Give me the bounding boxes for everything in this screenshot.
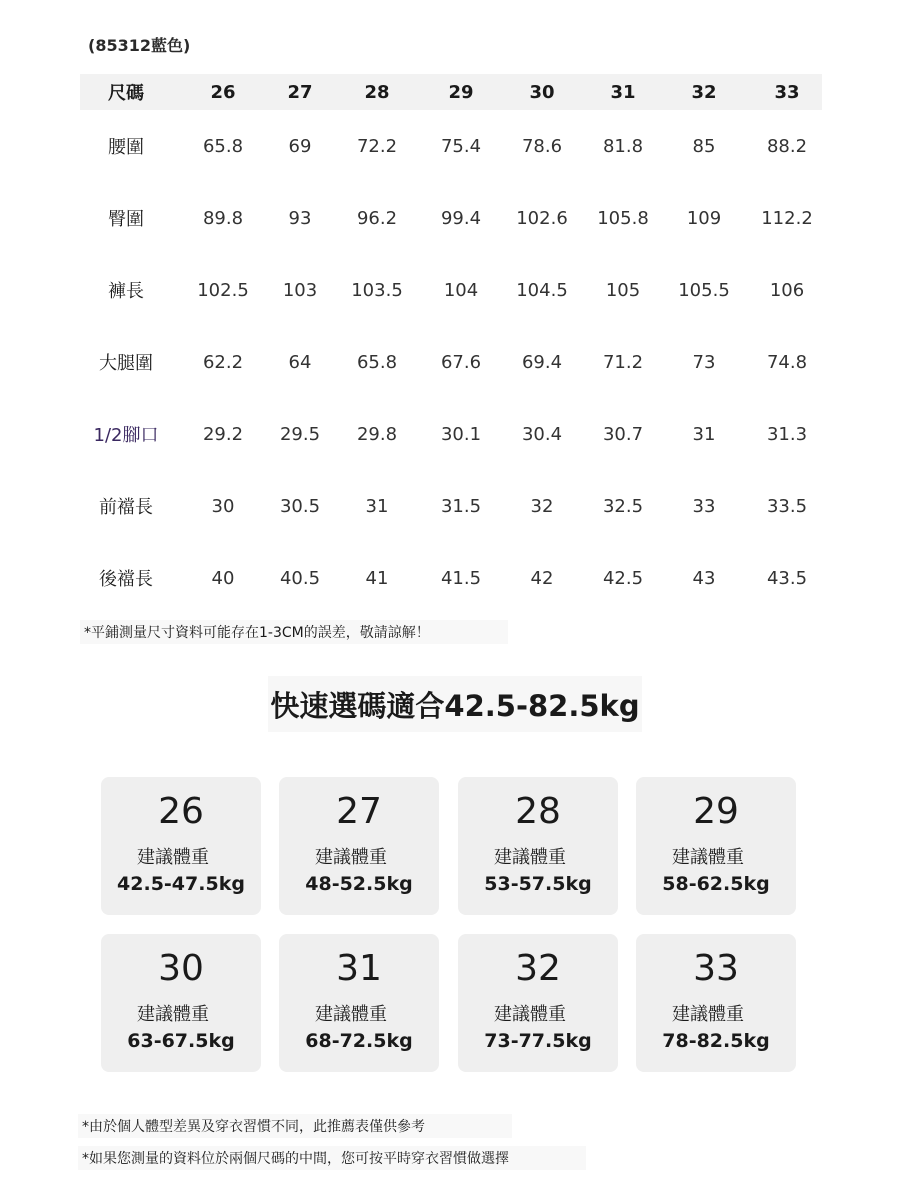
size-card xyxy=(636,777,796,915)
table-cell: 30.1 xyxy=(440,423,482,445)
size-card xyxy=(458,934,618,1072)
header-cell: 33 xyxy=(774,81,800,103)
table-cell: 105 xyxy=(605,279,641,301)
table-row xyxy=(80,398,822,470)
table-cell: 106 xyxy=(769,279,805,301)
table-body xyxy=(80,110,822,614)
table-cell: 30.5 xyxy=(279,495,321,517)
table-cell: 69 xyxy=(288,135,312,157)
table-cell: 32 xyxy=(530,495,554,517)
header-cell: 29 xyxy=(448,81,474,103)
card-weight-range: 63-67.5kg xyxy=(127,1030,235,1052)
card-size-number: 28 xyxy=(515,791,561,832)
header-cell: 28 xyxy=(364,81,390,103)
header-cell: 27 xyxy=(287,81,313,103)
table-cell: 41 xyxy=(365,567,389,589)
table-cell: 31.5 xyxy=(440,495,482,517)
row-label: 褲長 xyxy=(108,281,144,302)
table-cell: 65.8 xyxy=(356,351,398,373)
row-label: 後襠長 xyxy=(99,569,153,590)
header-cell: 尺碼 xyxy=(108,83,144,104)
card-weight-range: 42.5-47.5kg xyxy=(117,873,245,895)
table-cell: 65.8 xyxy=(202,135,244,157)
table-cell: 42 xyxy=(530,567,554,589)
table-cell: 93 xyxy=(288,207,312,229)
card-size-number: 26 xyxy=(158,791,204,832)
table-cell: 96.2 xyxy=(356,207,398,229)
card-weight-label: 建議體重 xyxy=(315,847,387,868)
table-cell: 31.3 xyxy=(766,423,808,445)
card-size-number: 33 xyxy=(693,948,739,989)
card-weight-range: 73-77.5kg xyxy=(484,1030,592,1052)
table-cell: 31 xyxy=(365,495,389,517)
table-cell: 30.7 xyxy=(602,423,644,445)
table-cell: 71.2 xyxy=(602,351,644,373)
card-weight-range: 58-62.5kg xyxy=(662,873,770,895)
table-cell: 67.6 xyxy=(440,351,482,373)
table-cell: 73 xyxy=(692,351,716,373)
card-weight-range: 53-57.5kg xyxy=(484,873,592,895)
size-table xyxy=(80,74,822,614)
table-cell: 30 xyxy=(211,495,235,517)
table-cell: 105.5 xyxy=(678,279,730,301)
table-cell: 74.8 xyxy=(766,351,808,373)
table-cell: 32.5 xyxy=(602,495,644,517)
table-cell: 102.6 xyxy=(516,207,568,229)
table-cell: 29.2 xyxy=(202,423,244,445)
table-cell: 75.4 xyxy=(440,135,482,157)
table-cell: 81.8 xyxy=(602,135,644,157)
table-cell: 88.2 xyxy=(766,135,808,157)
header-cell: 26 xyxy=(210,81,236,103)
model-code: (85312藍色) xyxy=(88,36,191,55)
table-cell: 103.5 xyxy=(351,279,403,301)
table-cell: 99.4 xyxy=(440,207,482,229)
row-label: 腰圍 xyxy=(108,137,144,158)
size-card xyxy=(279,934,439,1072)
table-row xyxy=(80,110,822,182)
table-row xyxy=(80,542,822,614)
card-weight-label: 建議體重 xyxy=(137,847,209,868)
table-cell: 103 xyxy=(282,279,318,301)
table-cell: 69.4 xyxy=(521,351,563,373)
table-header-row xyxy=(80,74,822,110)
measure-note: *平鋪測量尺寸資料可能存在1-3CM的誤差，敬請諒解！ xyxy=(80,620,508,644)
card-weight-range: 78-82.5kg xyxy=(662,1030,770,1052)
card-weight-label: 建議體重 xyxy=(315,1004,387,1025)
card-weight-range: 48-52.5kg xyxy=(305,873,413,895)
table-cell: 62.2 xyxy=(202,351,244,373)
header-cell: 31 xyxy=(610,81,636,103)
size-card xyxy=(636,934,796,1072)
row-label: 大腿圍 xyxy=(99,353,153,374)
card-size-number: 31 xyxy=(336,948,382,989)
table-cell: 41.5 xyxy=(440,567,482,589)
table-cell: 40 xyxy=(211,567,235,589)
header-cell: 32 xyxy=(691,81,717,103)
table-cell: 78.6 xyxy=(521,135,563,157)
card-weight-label: 建議體重 xyxy=(672,1004,744,1025)
table-cell: 104 xyxy=(443,279,479,301)
quick-size-title: 快速選碼適合42.5-82.5kg xyxy=(268,676,642,732)
size-card xyxy=(279,777,439,915)
row-label: 前襠長 xyxy=(99,497,153,518)
card-size-number: 32 xyxy=(515,948,561,989)
table-cell: 112.2 xyxy=(761,207,813,229)
footnote-choose: *如果您測量的資料位於兩個尺碼的中間，您可按平時穿衣習慣做選擇 xyxy=(78,1146,586,1170)
table-cell: 85 xyxy=(692,135,716,157)
table-cell: 105.8 xyxy=(597,207,649,229)
table-cell: 43.5 xyxy=(766,567,808,589)
table-cell: 42.5 xyxy=(602,567,644,589)
table-cell: 30.4 xyxy=(521,423,563,445)
size-card xyxy=(101,934,261,1072)
table-cell: 104.5 xyxy=(516,279,568,301)
card-size-number: 30 xyxy=(158,948,204,989)
table-row xyxy=(80,326,822,398)
table-row xyxy=(80,254,822,326)
header-cell: 30 xyxy=(529,81,555,103)
table-cell: 89.8 xyxy=(202,207,244,229)
table-row xyxy=(80,182,822,254)
table-cell: 40.5 xyxy=(279,567,321,589)
table-cell: 29.8 xyxy=(356,423,398,445)
card-weight-label: 建議體重 xyxy=(494,847,566,868)
card-size-number: 29 xyxy=(693,791,739,832)
table-cell: 33.5 xyxy=(766,495,808,517)
table-cell: 43 xyxy=(692,567,716,589)
table-cell: 109 xyxy=(686,207,722,229)
table-cell: 64 xyxy=(288,351,312,373)
size-card xyxy=(458,777,618,915)
card-size-number: 27 xyxy=(336,791,382,832)
card-weight-label: 建議體重 xyxy=(672,847,744,868)
row-label: 1/2腳口 xyxy=(93,425,159,446)
table-cell: 29.5 xyxy=(279,423,321,445)
card-weight-label: 建議體重 xyxy=(137,1004,209,1025)
table-row xyxy=(80,470,822,542)
table-cell: 72.2 xyxy=(356,135,398,157)
table-cell: 102.5 xyxy=(197,279,249,301)
card-weight-label: 建議體重 xyxy=(494,1004,566,1025)
row-label: 臀圍 xyxy=(108,209,144,230)
size-card xyxy=(101,777,261,915)
table-cell: 31 xyxy=(692,423,716,445)
footnote-reference: *由於個人體型差異及穿衣習慣不同，此推薦表僅供參考 xyxy=(78,1114,512,1138)
card-weight-range: 68-72.5kg xyxy=(305,1030,413,1052)
table-cell: 33 xyxy=(692,495,716,517)
